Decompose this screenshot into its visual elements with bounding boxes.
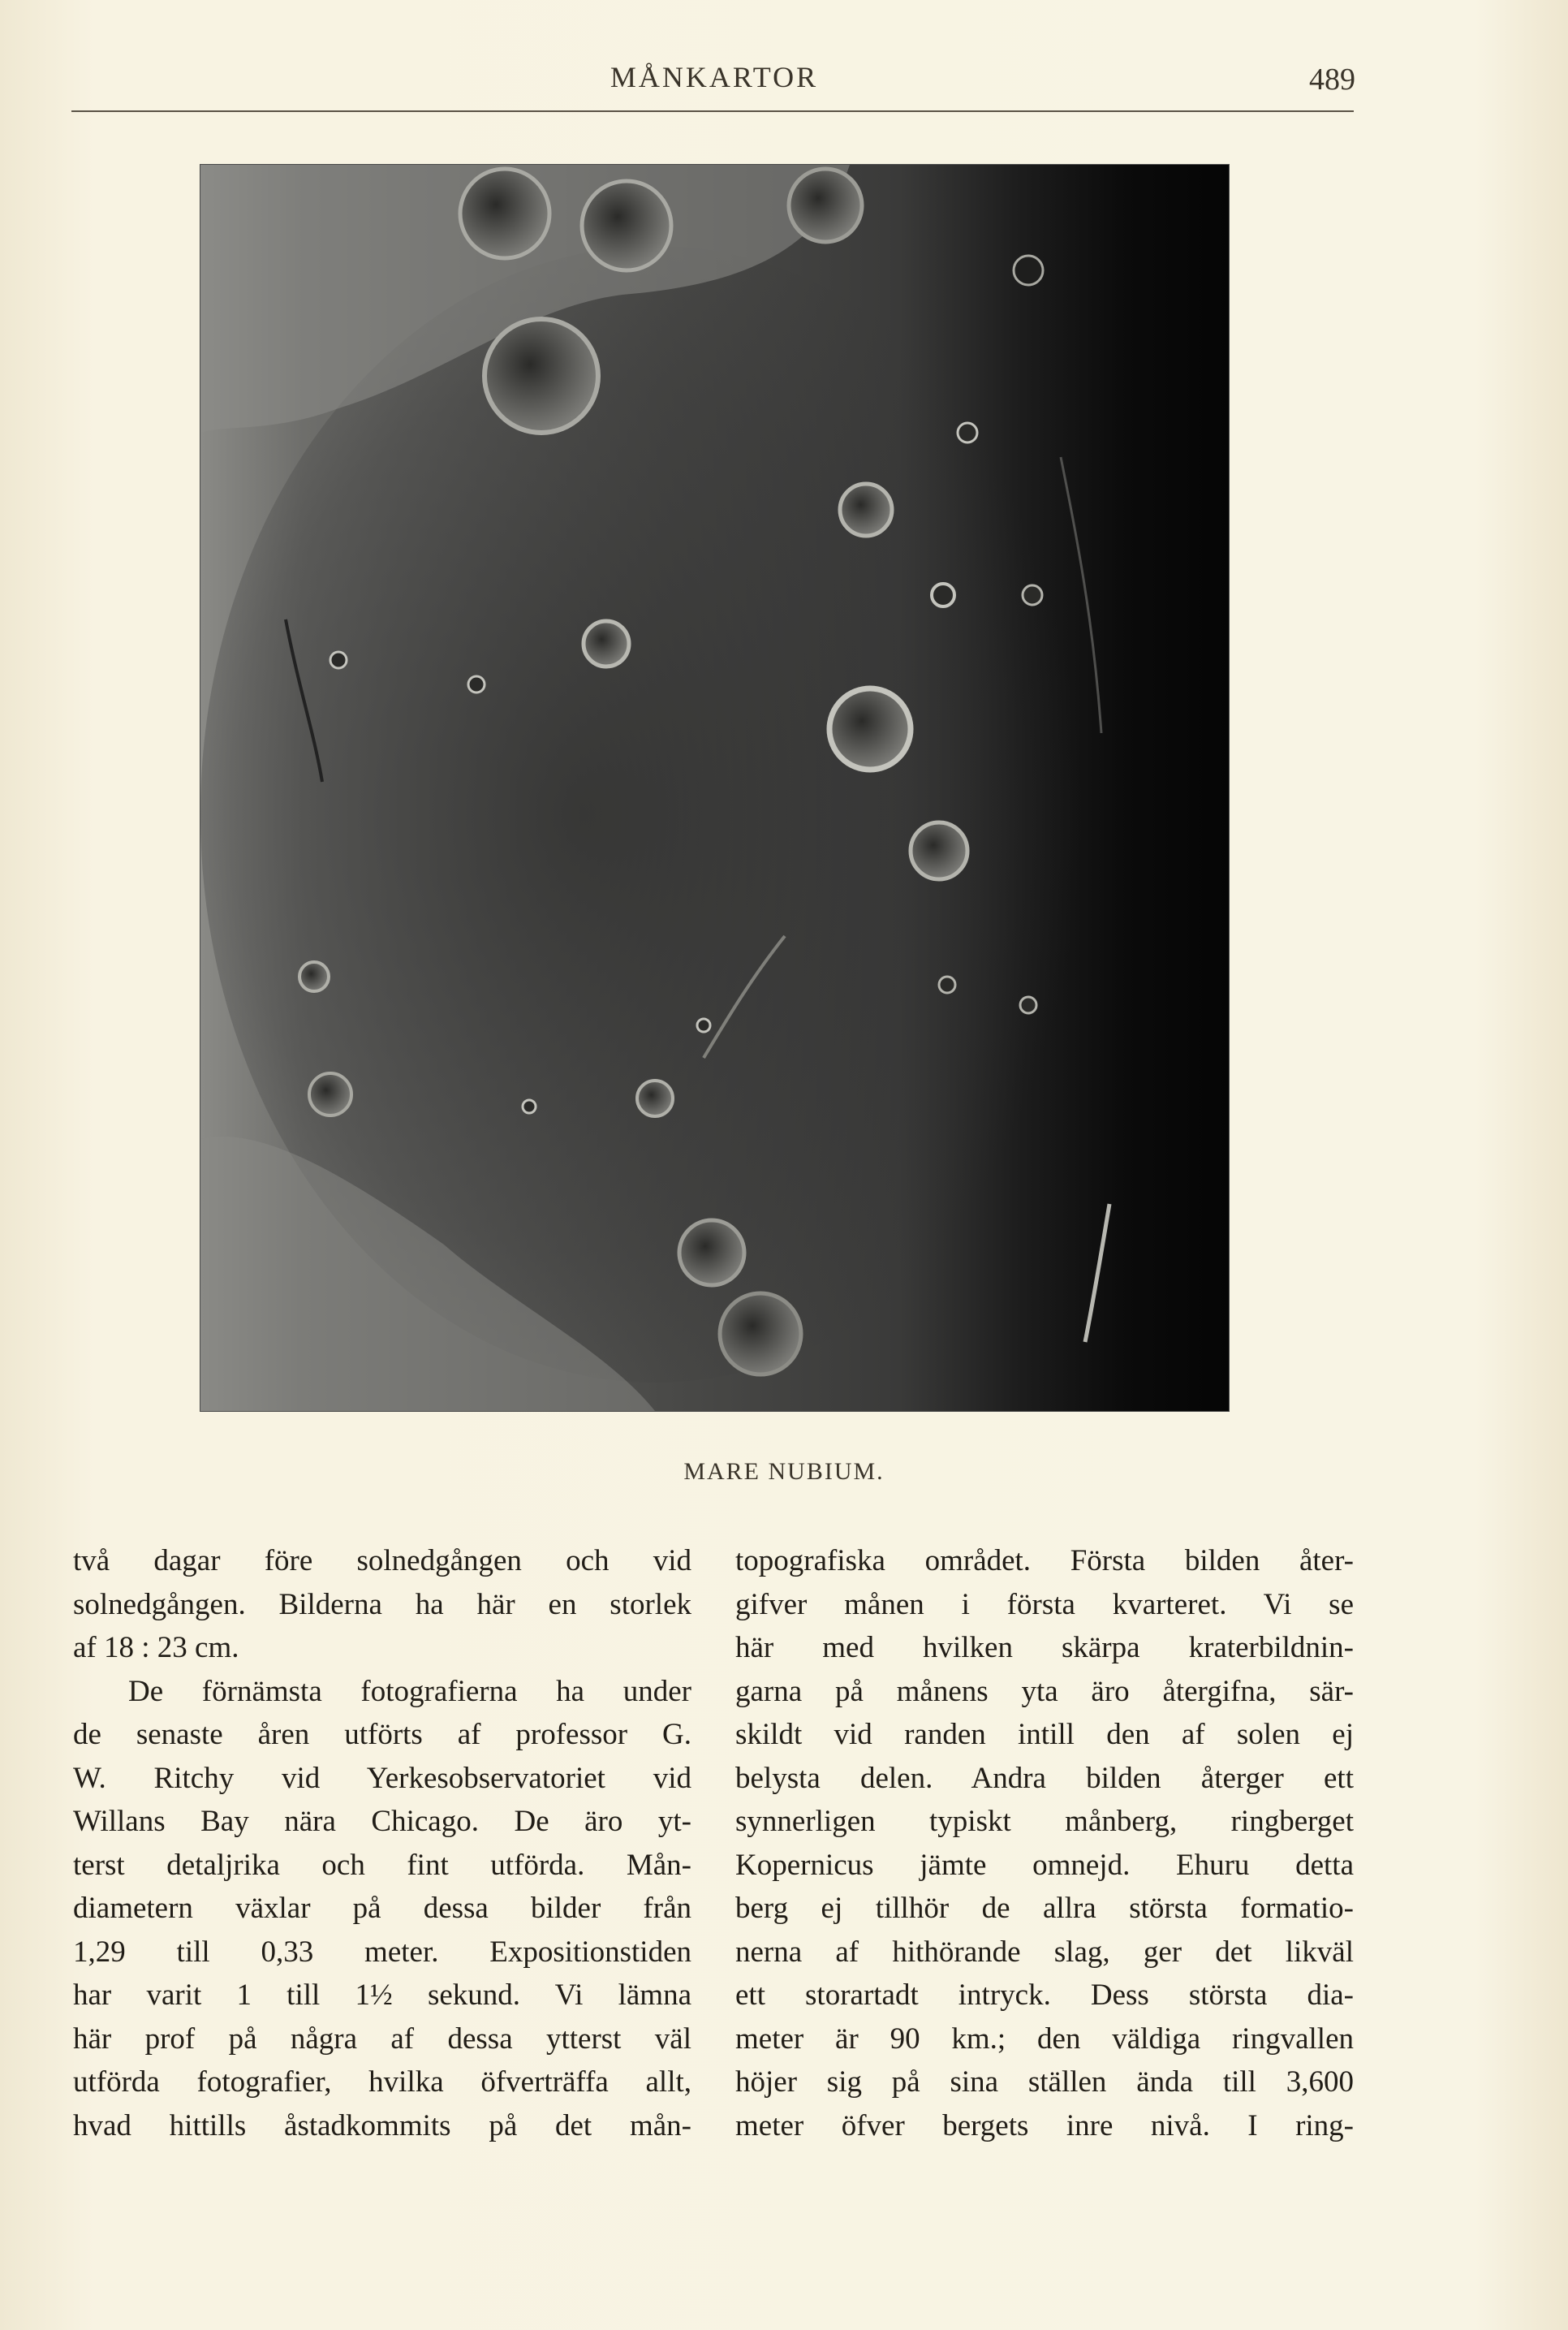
crater [460,169,549,258]
text-line: här med hvilken skärpa kraterbildnin- [735,1631,1354,1664]
crater [1023,585,1042,605]
text-line: Kopernicus jämte omnejd. Ehuru detta [735,1848,1354,1882]
text-line: diametern växlar på dessa bilder från [73,1892,691,1925]
text-line: W. Ritchy vid Yerkesobservatoriet vid [73,1761,691,1795]
crater [829,688,911,770]
crater [299,962,329,991]
crater [939,977,955,993]
text-line: skildt vid randen intill den af solen ej [735,1718,1354,1751]
crater [911,822,967,879]
text-line: De förnämsta fotografierna ha under [128,1674,691,1708]
crater [720,1293,801,1374]
crater [330,652,347,668]
running-head: MÅNKARTOR [610,61,819,93]
text-line: höjer sig på sina ställen ända till 3,600 [735,2065,1354,2099]
text-line: belysta delen. Andra bilden återger ett [735,1761,1354,1795]
text-line: de senaste åren utförts af professor G. [73,1718,691,1751]
crater [840,484,892,536]
crater [932,584,954,606]
text-line: Willans Bay nära Chicago. De äro yt- [73,1805,691,1838]
text-line: har varit 1 till 1½ sekund. Vi lämna [73,1978,691,2012]
crater [309,1073,351,1115]
text-line: topografiska området. Första bilden åter- [735,1544,1354,1577]
text-line: 1,29 till 0,33 meter. Expositionstiden [73,1935,691,1969]
page-number: 489 [1309,63,1355,97]
text-column-right [735,1539,1354,2147]
text-line: synnerligen typiskt månberg, ringberget [735,1805,1354,1838]
crater [584,621,629,667]
text-line: utförda fotografier, hvilka öfverträffa allt, [73,2065,691,2099]
crater [697,1019,710,1032]
text-line: af 18 : 23 cm. [73,1631,239,1664]
crater [1014,256,1043,285]
text-column-left [73,1539,691,2147]
text-line: ett storartadt intryck. Dess största dia- [735,1978,1354,2012]
page-header [73,60,1355,109]
text-line: gifver månen i första kvarteret. Vi se [735,1587,1354,1621]
text-line: garna på månens yta äro återgifna, sär- [735,1674,1354,1708]
crater [523,1100,536,1113]
crater [958,423,977,442]
crater [789,169,862,242]
text-line: hvad hittills åstadkommits på det mån- [73,2108,691,2142]
text-line: två dagar före solnedgången och vid [73,1544,691,1577]
text-line: meter är 90 km.; den väldiga ringvallen [735,2021,1354,2056]
crater [485,319,598,433]
text-line: meter öfver bergets inre nivå. I ring- [735,2108,1354,2142]
crater [679,1220,744,1285]
crater [637,1081,673,1116]
text-line: berg ej tillhör de allra största formatio- [735,1892,1354,1925]
crater [468,676,485,693]
figure-caption: MARE NUBIUM. [683,1458,885,1485]
text-line: här prof på några af dessa ytterst väl [73,2021,691,2056]
header-rule [71,110,1354,112]
text-line: terst detaljrika och fint utförda. Mån- [73,1848,691,1882]
crater [582,181,671,270]
moon-photograph [200,165,1229,1411]
text-line: solnedgången. Bilderna ha här en storlek [73,1587,691,1621]
text-line: nerna af hithörande slag, ger det likväl [735,1935,1354,1969]
crater [1020,997,1036,1013]
